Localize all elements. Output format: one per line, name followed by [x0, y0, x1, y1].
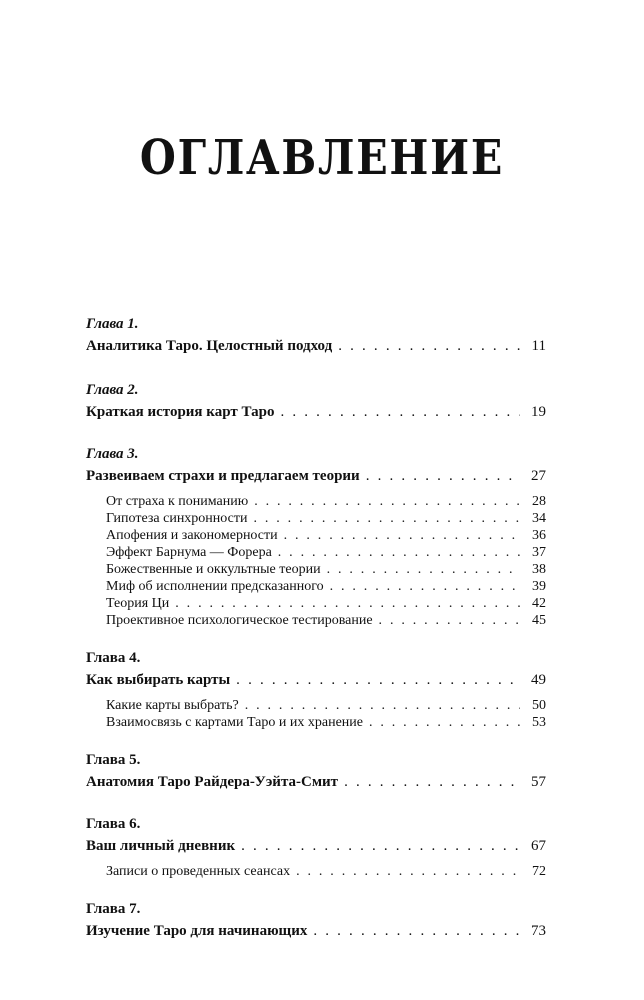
page-number: 72: [532, 864, 546, 879]
dot-leader: [338, 335, 520, 357]
chapter-label: Глава 4.: [86, 650, 141, 666]
page-number: 19: [531, 404, 546, 420]
page-number: 57: [531, 774, 546, 790]
chapter-1: [86, 313, 546, 357]
page-title: ОГЛАВЛЕНИЕ: [139, 130, 505, 186]
dot-leader: [236, 669, 520, 691]
page-number: 27: [531, 468, 546, 484]
page-number: 39: [532, 579, 546, 594]
dot-leader: [379, 612, 520, 629]
toc-subentry[interactable]: [86, 544, 546, 561]
toc-subentry[interactable]: [86, 612, 546, 629]
page-number: 73: [531, 923, 546, 939]
chapter-title: Анатомия Таро Райдера-Уэйта-Смит: [86, 774, 339, 790]
section-title: Какие карты выбрать?: [106, 698, 239, 713]
toc-entry-chapter-2[interactable]: [86, 401, 546, 423]
toc-subentry[interactable]: [86, 595, 546, 612]
toc-entry-chapter-6[interactable]: [86, 835, 546, 857]
toc-subentry[interactable]: [86, 578, 546, 595]
toc-subentry[interactable]: [86, 863, 546, 880]
chapter-title: Ваш личный дневник: [86, 838, 236, 854]
dot-leader: [313, 920, 520, 942]
toc-subentry[interactable]: [86, 527, 546, 544]
dot-leader: [296, 863, 520, 880]
dot-leader: [278, 544, 520, 561]
chapter-6: [86, 813, 546, 880]
chapter-7: [86, 898, 546, 942]
dot-leader: [327, 561, 520, 578]
toc-subentry[interactable]: [86, 714, 546, 731]
page-number: 38: [532, 562, 546, 577]
chapter-label: Глава 1.: [86, 316, 139, 332]
dot-leader: [175, 595, 520, 612]
toc-entry-chapter-3[interactable]: [86, 465, 546, 487]
toc-entry-chapter-1[interactable]: [86, 335, 546, 357]
page-number: 36: [532, 528, 546, 543]
chapter-label: Глава 7.: [86, 901, 141, 917]
toc-entry-chapter-5[interactable]: [86, 771, 546, 793]
section-title: Записи о проведенных сеансах: [106, 864, 291, 879]
toc-subentry[interactable]: [86, 510, 546, 527]
section-title: Миф об исполнении предсказанного: [106, 579, 324, 594]
table-of-contents: [86, 313, 546, 942]
toc-subentry[interactable]: [86, 561, 546, 578]
section-title: Проективное психологическое тестирование: [106, 613, 373, 628]
dot-leader: [369, 714, 520, 731]
page-number: 42: [532, 596, 546, 611]
dot-leader: [366, 465, 520, 487]
page-number: 34: [532, 511, 546, 526]
toc-subentry[interactable]: [86, 697, 546, 714]
section-title: Взаимосвязь с картами Таро и их хранение: [106, 715, 363, 730]
page-number: 49: [531, 672, 546, 688]
section-title: Божественные и оккультные теории: [106, 562, 321, 577]
chapter-title: Аналитика Таро. Целостный подход: [86, 338, 333, 354]
dot-leader: [284, 527, 520, 544]
page-number: 53: [532, 715, 546, 730]
section-title: Апофения и закономерности: [106, 528, 278, 543]
chapter-2: [86, 379, 546, 423]
chapter-3: [86, 443, 546, 629]
chapter-label: Глава 3.: [86, 446, 139, 462]
chapter-5: [86, 749, 546, 793]
page-number: 28: [532, 494, 546, 509]
section-title: Теория Ци: [106, 596, 170, 611]
page-number: 37: [532, 545, 546, 560]
chapter-4: [86, 647, 546, 731]
dot-leader: [245, 697, 520, 714]
chapter-title: Развеиваем страхи и предлагаем теории: [86, 468, 360, 484]
toc-entry-chapter-7[interactable]: [86, 920, 546, 942]
chapter-title: Краткая история карт Таро: [86, 404, 275, 420]
section-title: Гипотеза синхронности: [106, 511, 248, 526]
section-title: Эффект Барнума — Форера: [106, 545, 272, 560]
chapter-label: Глава 5.: [86, 752, 141, 768]
chapter-label: Глава 2.: [86, 382, 139, 398]
dot-leader: [253, 510, 520, 527]
dot-leader: [254, 493, 520, 510]
dot-leader: [280, 401, 520, 423]
chapter-title: Как выбирать карты: [86, 672, 231, 688]
dot-leader: [241, 835, 520, 857]
toc-subentry[interactable]: [86, 493, 546, 510]
dot-leader: [330, 578, 520, 595]
page-number: 11: [531, 338, 546, 354]
dot-leader: [344, 771, 520, 793]
section-title: От страха к пониманию: [106, 494, 249, 509]
page-number: 50: [532, 698, 546, 713]
toc-entry-chapter-4[interactable]: [86, 669, 546, 691]
chapter-label: Глава 6.: [86, 816, 141, 832]
page-number: 45: [532, 613, 546, 628]
chapter-title: Изучение Таро для начинающих: [86, 923, 308, 939]
page-number: 67: [531, 838, 546, 854]
